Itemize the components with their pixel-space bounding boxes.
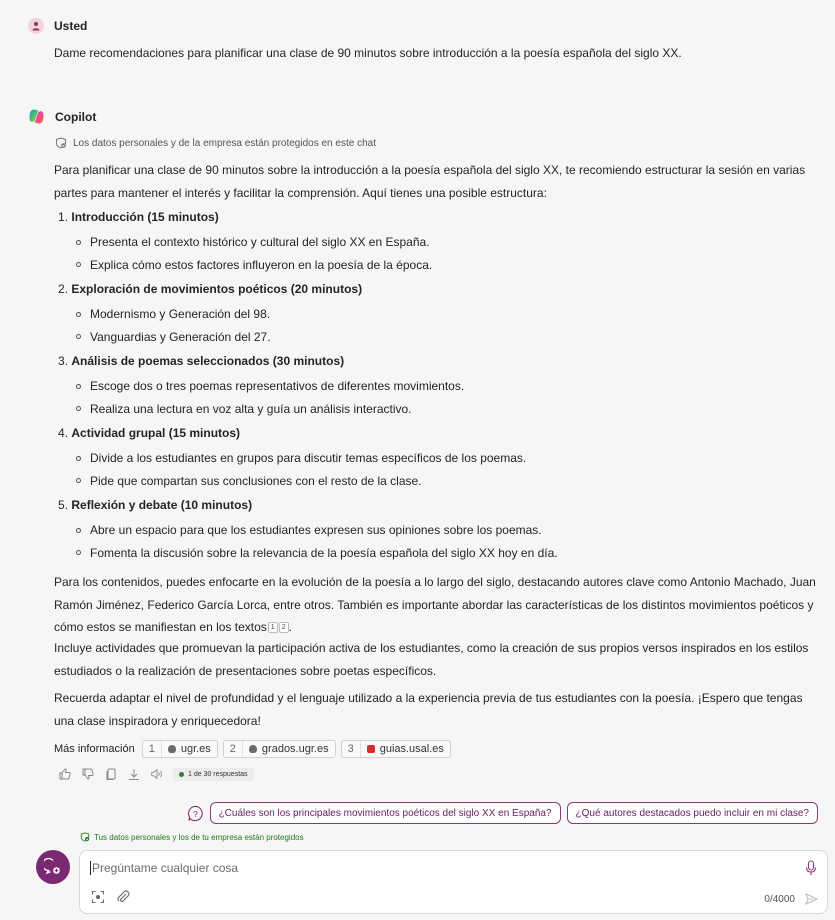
microphone-icon[interactable] (805, 860, 817, 879)
source-chip-1[interactable] (142, 740, 218, 758)
thumbs-up-icon[interactable] (58, 767, 72, 781)
step-number: 4. (58, 426, 69, 440)
sub-item-text: Explica cómo estos factores influyeron en la poesía de la época. (90, 257, 433, 272)
sub-item-text: Pide que compartan sus conclusiones con el resto de la clase. (90, 473, 422, 488)
sources-row (54, 740, 451, 758)
sub-item-text: Divide a los estudiantes en grupos para discutir temas específicos de los poemas. (90, 451, 527, 465)
source-domain: grados.ugr.es (261, 743, 329, 755)
step-number: 5. (58, 498, 69, 512)
usal-favicon-icon (367, 745, 375, 753)
sub-item (76, 542, 824, 565)
sub-item-text: Modernismo y Generación del 98. (90, 307, 271, 321)
suggestion-chip-2[interactable]: ¿Qué autores destacados puedo incluir en mi clase? (567, 802, 818, 824)
activities-text: Incluye actividades que promuevan la participación activa de los estudiantes, como la creación de sus propios versos inspirados en los estilos estudiados o la realización de presentaciones sobre poetas específicos. (54, 641, 809, 678)
step-number: 1. (58, 210, 69, 224)
screenshot-capture-icon[interactable] (91, 890, 105, 907)
user-sender-name: Usted (54, 19, 88, 33)
sub-item-text: Fomenta la discusión sobre la relevancia de la poesía española del siglo XX hoy en día. (90, 545, 558, 560)
copilot-sender-name: Copilot (55, 109, 97, 124)
protection-notice (80, 832, 304, 842)
steps-list (54, 206, 824, 564)
new-chat-icon (44, 858, 62, 876)
step-item (58, 422, 824, 492)
response-intro: Para planificar una clase de 90 minutos sobre la introducción a la poesía española del siglo XX, te recomiendo estructurar la sesión en varias partes para mantener el interés y facilitar la comprensión. Aquí tienes una posible estructura: (54, 163, 806, 200)
attach-paperclip-icon[interactable] (116, 890, 130, 907)
sub-item (76, 375, 824, 398)
step-title: Análisis de poemas seleccionados (30 minutos) (71, 354, 345, 368)
suggestion-chip-1[interactable]: ¿Cuáles son los principales movimientos poéticos del siglo XX en España? (210, 802, 561, 824)
user-message-header (28, 18, 87, 34)
response-activities-paragraph (54, 637, 824, 682)
sub-item (76, 398, 824, 421)
step-title: Exploración de movimientos poéticos (20 minutos) (71, 282, 363, 296)
svg-text:?: ? (192, 808, 198, 819)
source-number: 1 (143, 741, 162, 757)
shield-check-icon (55, 137, 67, 149)
sub-item-text: Presenta el contexto histórico y cultural del siglo XX en España. (90, 235, 430, 249)
source-chip-2[interactable] (223, 740, 336, 758)
copilot-message-header (28, 108, 96, 125)
copilot-logo-icon (28, 108, 45, 125)
shield-favicon-icon (249, 745, 257, 753)
copilot-response (54, 159, 824, 566)
protection-notice-text: Tus datos personales y los de tu empresa están protegidos (94, 832, 304, 842)
user-message-text: Dame recomendaciones para planificar una clase de 90 minutos sobre introducción a la poesía española del siglo XX. (54, 46, 682, 60)
sub-item-text: Escoge dos o tres poemas representativos de diferentes movimientos. (90, 379, 465, 393)
send-icon[interactable] (805, 893, 818, 908)
download-icon[interactable] (127, 767, 141, 781)
person-icon (31, 21, 41, 31)
thumbs-down-icon[interactable] (81, 767, 95, 781)
step-item (58, 278, 824, 348)
sub-item (76, 470, 824, 493)
closing-text: Recuerda adaptar el nivel de profundidad y el lenguaje utilizado a la experiencia previa de tus estudiantes con la poesía. ¡Espero que tengas una clase inspiradora y enriquecedora! (54, 691, 803, 728)
privacy-notice-text: Los datos personales y de la empresa están protegidos en este chat (73, 137, 376, 149)
chat-input[interactable] (90, 861, 238, 875)
step-number: 3. (58, 354, 69, 368)
contents-text: Para los contenidos, puedes enfocarte en la evolución de la poesía a lo largo del siglo, destacando autores clave como Antonio Machado, Juan Ramón Jiménez, Federico García Lorca, entre otros. También es importante abordar las características de los distintos movimientos poéticos y cómo estos se manifiestan en los textos (54, 575, 816, 634)
privacy-notice (55, 137, 376, 149)
new-chat-button[interactable] (36, 850, 70, 884)
more-info-label: Más información (54, 743, 135, 755)
sub-item (76, 447, 824, 470)
response-count-text: 1 de 30 respuestas (188, 770, 248, 778)
step-item (58, 206, 824, 276)
response-contents-paragraph (54, 571, 824, 639)
help-question-icon (187, 805, 204, 822)
copy-icon[interactable] (104, 767, 118, 781)
step-item (58, 494, 824, 564)
source-chip-3[interactable] (341, 740, 451, 758)
text-caret (90, 861, 91, 875)
read-aloud-icon[interactable] (150, 767, 164, 781)
citation-1[interactable]: 1 (268, 622, 278, 633)
step-number: 2. (58, 282, 69, 296)
sub-item (76, 231, 824, 254)
source-domain: guias.usal.es (379, 743, 444, 755)
response-actions (58, 767, 254, 781)
sub-item (76, 519, 824, 542)
step-title: Introducción (15 minutos) (71, 210, 219, 224)
step-item (58, 350, 824, 420)
response-count-badge (173, 768, 254, 781)
sub-item (76, 326, 824, 349)
sub-item-text: Vanguardias y Generación del 27. (90, 329, 271, 344)
status-dot (179, 772, 184, 777)
source-number: 3 (342, 741, 361, 757)
shield-favicon-icon (168, 745, 176, 753)
contents-end: . (288, 620, 292, 634)
shield-check-icon (80, 832, 90, 842)
character-counter: 0/4000 (764, 894, 795, 905)
source-number: 2 (224, 741, 243, 757)
chat-composer (79, 850, 828, 914)
sub-item-text: Realiza una lectura en voz alta y guía un análisis interactivo. (90, 401, 412, 416)
input-placeholder: Pregúntame cualquier cosa (92, 861, 239, 875)
user-avatar (28, 18, 44, 34)
sub-item (76, 303, 824, 326)
suggestions-row (187, 802, 818, 824)
citation-2[interactable]: 2 (279, 622, 289, 633)
source-domain: ugr.es (180, 743, 211, 755)
sub-item (76, 254, 824, 277)
response-closing-paragraph (54, 687, 824, 732)
step-title: Reflexión y debate (10 minutos) (71, 498, 253, 512)
step-title: Actividad grupal (15 minutos) (71, 426, 241, 440)
sub-item-text: Abre un espacio para que los estudiantes expresen sus opiniones sobre los poemas. (90, 523, 542, 537)
